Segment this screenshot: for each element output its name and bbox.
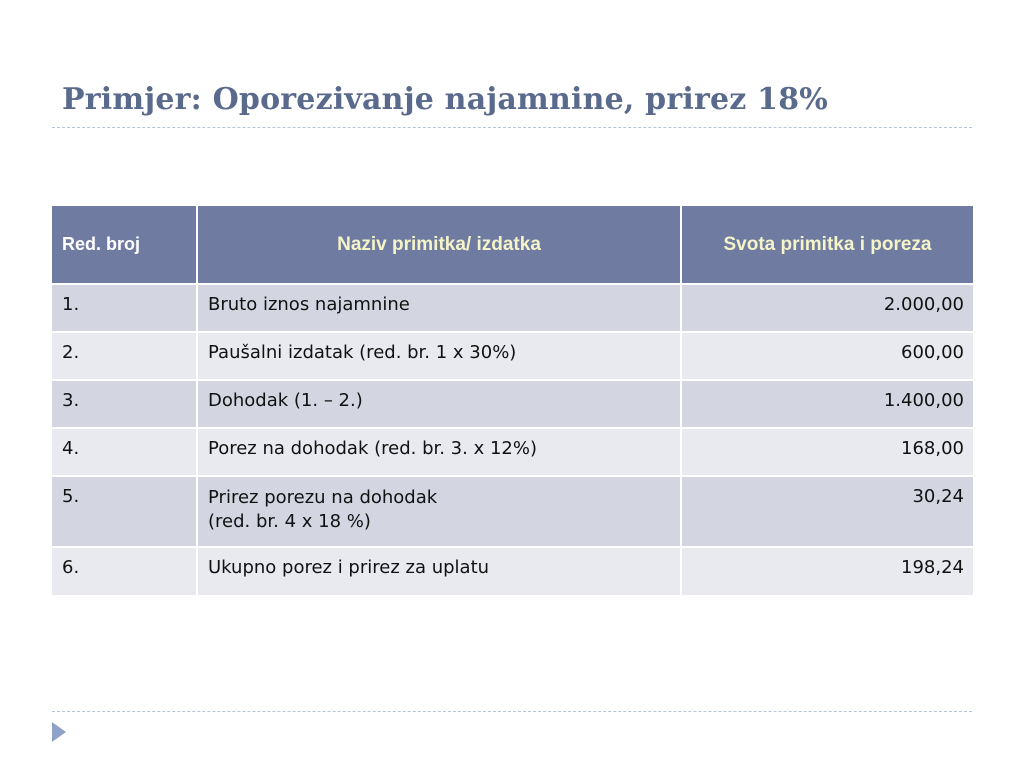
- table-header-row: [52, 206, 973, 284]
- item-amount: 600,00: [681, 332, 973, 380]
- item-name: Porez na dohodak (red. br. 3. x 12%): [197, 428, 681, 476]
- item-amount: 2.000,00: [681, 284, 973, 332]
- item-name: Paušalni izdatak (red. br. 1 x 30%): [197, 332, 681, 380]
- table-row: [52, 428, 973, 476]
- item-amount: 168,00: [681, 428, 973, 476]
- item-name: Ukupno porez i prirez za uplatu: [197, 547, 681, 595]
- table-row: [52, 476, 973, 547]
- item-amount: 1.400,00: [681, 380, 973, 428]
- slide-title: Primjer: Oporezivanje najamnine, prirez 18%: [62, 82, 828, 117]
- header-row-number: Red. broj: [52, 206, 197, 284]
- table-row: [52, 332, 973, 380]
- row-number: 1.: [52, 284, 197, 332]
- table-row: [52, 284, 973, 332]
- table-row: [52, 380, 973, 428]
- item-name-line2: (red. br. 4 x 18 %): [208, 511, 371, 532]
- item-amount: 198,24: [681, 547, 973, 595]
- row-number: 4.: [52, 428, 197, 476]
- row-number: 5.: [52, 476, 197, 547]
- item-name: Dohodak (1. – 2.): [197, 380, 681, 428]
- item-name-line1: Prirez porezu na dohodak: [208, 487, 438, 508]
- tax-table: [52, 206, 973, 595]
- header-amount: Svota primitka i poreza: [681, 206, 973, 284]
- row-number: 3.: [52, 380, 197, 428]
- triangle-right-icon: [52, 722, 66, 742]
- title-divider: [52, 127, 972, 128]
- footer-divider: [52, 711, 972, 712]
- row-number: 6.: [52, 547, 197, 595]
- header-item-name: Naziv primitka/ izdatka: [197, 206, 681, 284]
- item-amount: 30,24: [681, 476, 973, 547]
- row-number: 2.: [52, 332, 197, 380]
- item-name: [197, 476, 681, 547]
- table-row: [52, 547, 973, 595]
- item-name: Bruto iznos najamnine: [197, 284, 681, 332]
